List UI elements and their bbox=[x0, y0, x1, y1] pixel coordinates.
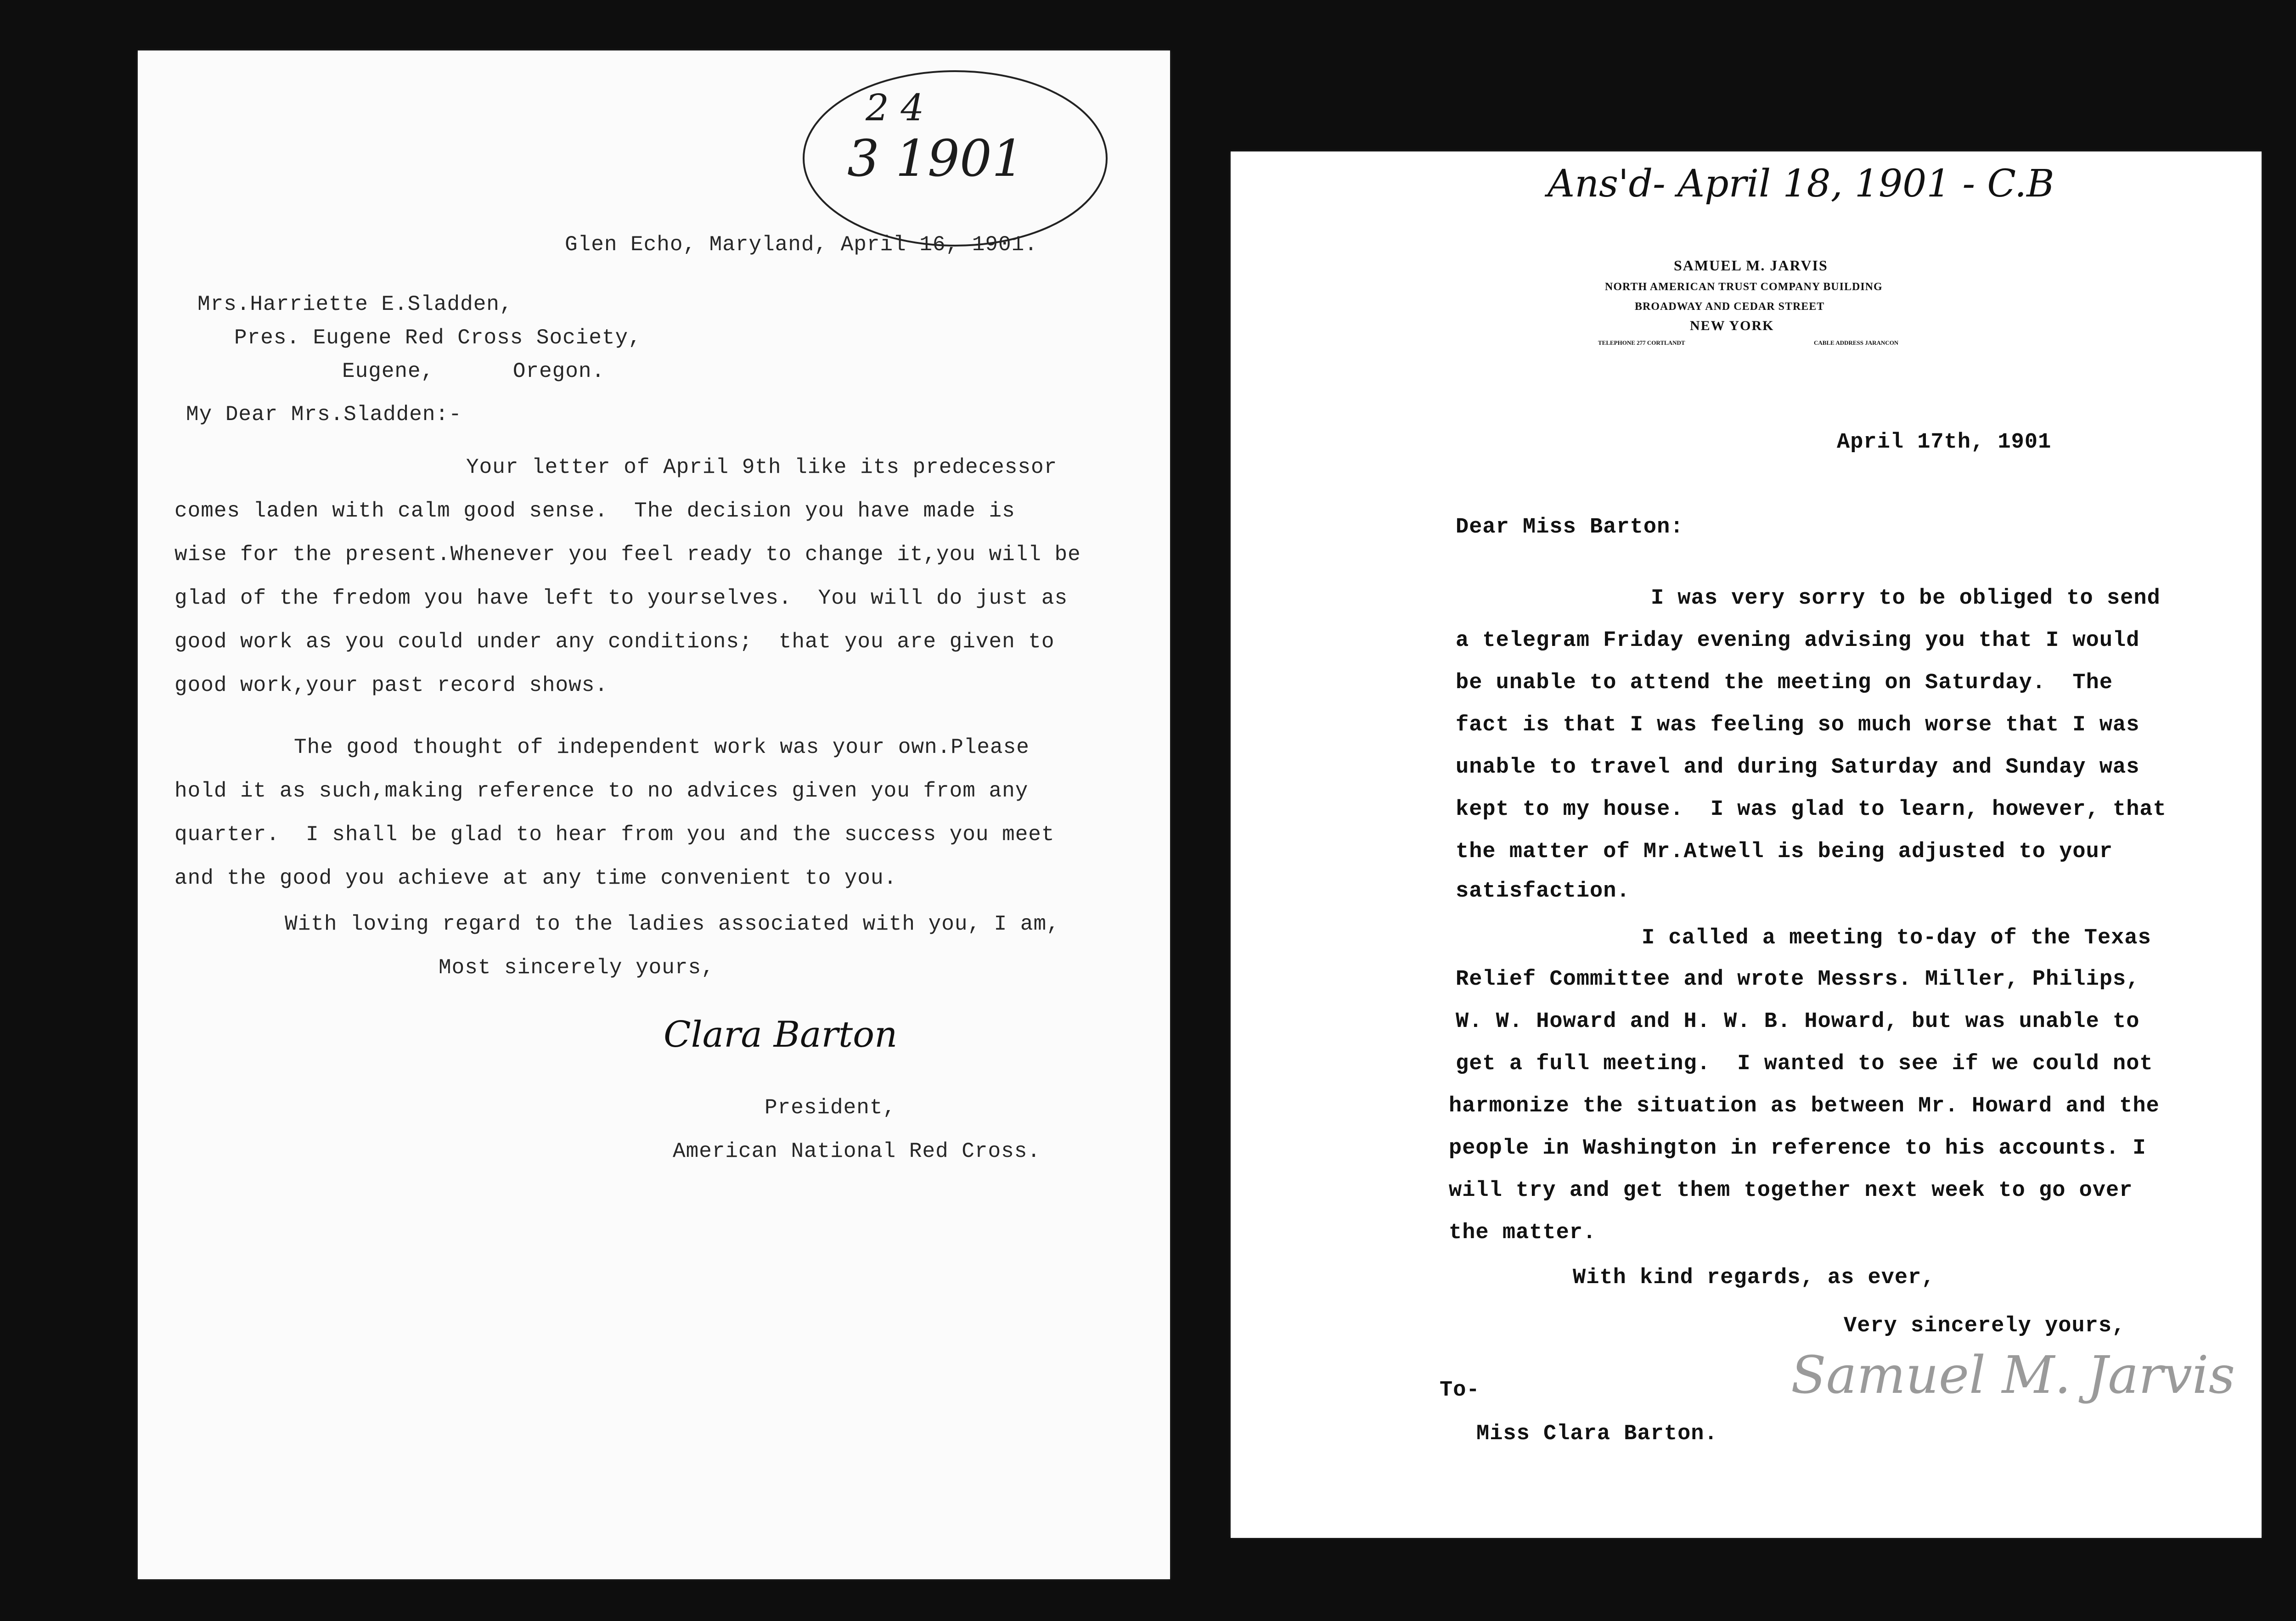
letterhead-city: NEW YORK bbox=[1690, 318, 1774, 333]
signature: Samuel M. Jarvis bbox=[1791, 1346, 2235, 1405]
recipient-name: Mrs.Harriette E.Sladden, bbox=[197, 292, 513, 316]
body-line: Relief Committee and wrote Messrs. Miller, Philips, bbox=[1456, 967, 2140, 992]
body-line: comes laden with calm good sense. The decision you have made is bbox=[174, 499, 1015, 523]
body-line: hold it as such,making reference to no advices given you from any bbox=[174, 779, 1029, 803]
closing: Very sincerely yours, bbox=[1844, 1314, 2126, 1338]
body-line: be unable to attend the meeting on Saturday. The bbox=[1456, 671, 2113, 695]
body-line: people in Washington in reference to his accounts. I bbox=[1449, 1136, 2146, 1161]
right-letter-page bbox=[1231, 151, 2262, 1538]
body-line: W. W. Howard and H. W. B. Howard, but was unable to bbox=[1456, 1010, 2140, 1034]
body-line: wise for the present.Whenever you feel ready to change it,you will be bbox=[174, 543, 1081, 567]
body-line: satisfaction. bbox=[1456, 879, 1630, 903]
closing: Most sincerely yours, bbox=[439, 956, 715, 980]
body-line: fact is that I was feeling so much worse that I was bbox=[1456, 713, 2140, 737]
letterhead-line1: NORTH AMERICAN TRUST COMPANY BUILDING bbox=[1605, 281, 1883, 293]
letter-date: April 17th, 1901 bbox=[1837, 430, 2052, 454]
regards: With kind regards, as ever, bbox=[1573, 1266, 1935, 1290]
signer-title: President, bbox=[765, 1096, 896, 1120]
body-line: The good thought of independent work was your own.Please bbox=[294, 735, 1030, 759]
dateline: Glen Echo, Maryland, April 16, 1901. bbox=[565, 233, 1038, 257]
body-line: will try and get them together next week to go over bbox=[1449, 1178, 2133, 1203]
body-line: Your letter of April 9th like its predecessor bbox=[466, 455, 1058, 479]
letterhead-telephone: TELEPHONE 277 CORTLANDT bbox=[1598, 339, 1685, 346]
body-line: good work,your past record shows. bbox=[174, 673, 608, 697]
organization: American National Red Cross. bbox=[673, 1139, 1041, 1163]
body-line: good work as you could under any conditions; that you are given to bbox=[174, 630, 1055, 654]
letterhead-line2: BROADWAY AND CEDAR STREET bbox=[1635, 301, 1825, 313]
salutation: Dear Miss Barton: bbox=[1456, 515, 1684, 539]
body-line: the matter of Mr.Atwell is being adjusted to your bbox=[1456, 840, 2113, 864]
body-line: get a full meeting. I wanted to see if we could not bbox=[1456, 1052, 2153, 1076]
left-letter-page bbox=[138, 50, 1170, 1579]
body-line: unable to travel and during Saturday and Sunday was bbox=[1456, 755, 2140, 780]
body-line: a telegram Friday evening advising you that I would bbox=[1456, 628, 2140, 653]
salutation: My Dear Mrs.Sladden:- bbox=[186, 403, 462, 426]
body-line: harmonize the situation as between Mr. Howard and the bbox=[1449, 1094, 2160, 1118]
body-line: and the good you achieve at any time convenient to you. bbox=[174, 866, 897, 890]
archive-note-line1: 2 4 bbox=[866, 86, 924, 129]
body-line: With loving regard to the ladies associated with you, I am, bbox=[285, 912, 1060, 936]
to-label: To- bbox=[1440, 1378, 1480, 1402]
body-line: the matter. bbox=[1449, 1221, 1597, 1245]
recipient-city: Eugene, Oregon. bbox=[342, 359, 605, 383]
body-line: I was very sorry to be obliged to send bbox=[1651, 586, 2161, 611]
body-line: quarter. I shall be glad to hear from you and the success you meet bbox=[174, 823, 1055, 847]
letterhead-name: SAMUEL M. JARVIS bbox=[1674, 257, 1828, 274]
recipient-title: Pres. Eugene Red Cross Society, bbox=[234, 326, 642, 350]
body-line: I called a meeting to-day of the Texas bbox=[1642, 926, 2151, 950]
archive-note-line2: 3 1901 bbox=[847, 129, 1024, 188]
to-name: Miss Clara Barton. bbox=[1476, 1422, 1718, 1446]
signature: Clara Barton bbox=[664, 1014, 898, 1055]
body-line: glad of the fredom you have left to yourselves. You will do just as bbox=[174, 586, 1068, 610]
received-note: Ans'd- April 18, 1901 - C.B bbox=[1548, 162, 2054, 206]
letterhead-cable: CABLE ADDRESS JARANCON bbox=[1814, 339, 1899, 346]
body-line: kept to my house. I was glad to learn, however, that bbox=[1456, 797, 2167, 822]
